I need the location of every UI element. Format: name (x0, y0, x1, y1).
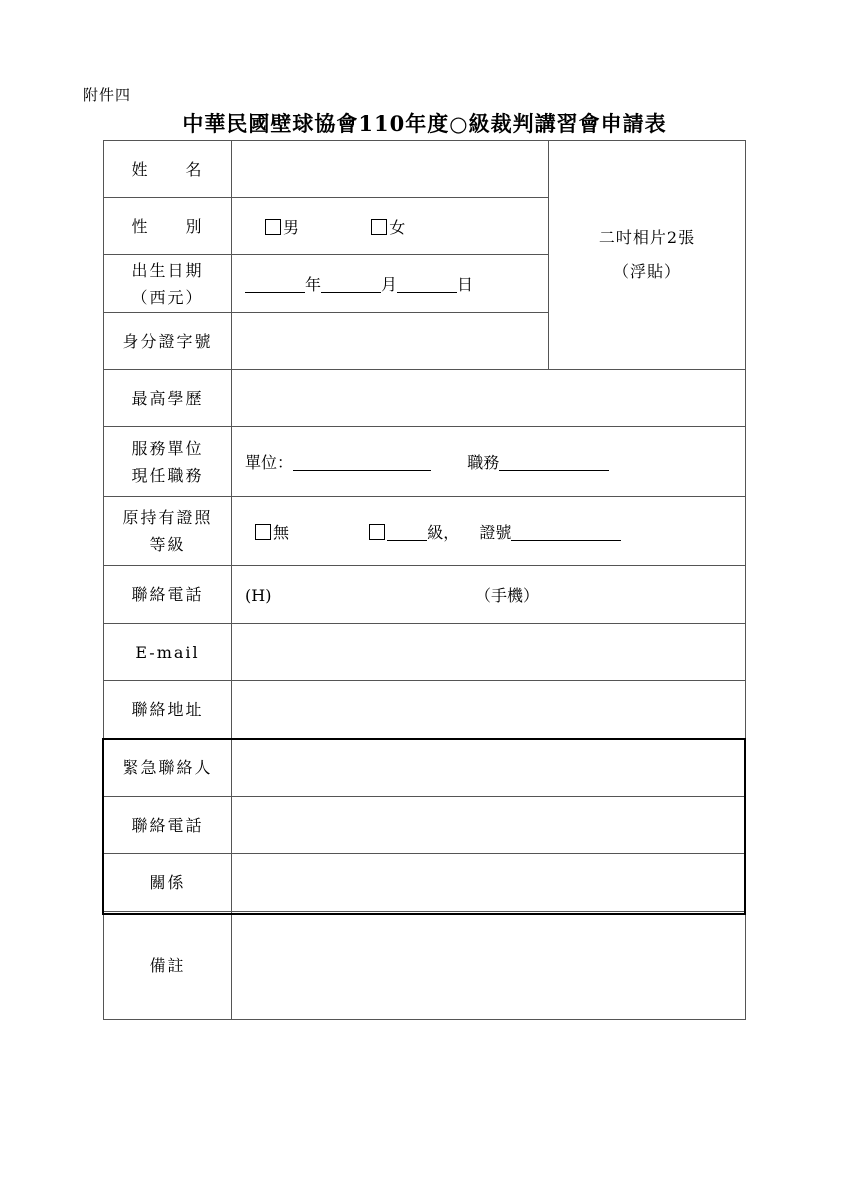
certificate-label-line2: 等級 (149, 535, 186, 554)
row-emergency-contact (104, 739, 746, 797)
remarks-field[interactable] (232, 912, 746, 1020)
name-field[interactable] (232, 141, 549, 198)
row-emergency-phone (104, 797, 746, 854)
education-field[interactable] (232, 370, 746, 427)
female-checkbox[interactable] (371, 219, 387, 235)
gender-field (232, 198, 549, 255)
row-employment (104, 427, 746, 497)
phone-field[interactable] (232, 566, 746, 624)
photo-note: （浮貼） (612, 262, 681, 281)
photo-instruction: 二吋相片2張 (598, 228, 696, 247)
row-certificate (104, 497, 746, 566)
photo-area (549, 141, 746, 370)
phone-label: 聯絡電話 (104, 566, 232, 624)
mobile-phone-label: （手機） (475, 586, 540, 605)
row-phone (104, 566, 746, 624)
male-option-label: 男 (283, 217, 300, 237)
row-relationship (104, 854, 746, 912)
birthdate-field (232, 255, 549, 313)
emergency-phone-field[interactable] (232, 797, 746, 854)
no-certificate-checkbox[interactable] (255, 524, 271, 540)
gender-label: 性 別 (104, 198, 232, 255)
emergency-contact-field[interactable] (232, 739, 746, 797)
education-label: 最高學歷 (104, 370, 232, 427)
row-remarks (104, 912, 746, 1020)
id-number-label: 身分證字號 (104, 313, 232, 370)
certificate-label-line1: 原持有證照 (122, 508, 213, 527)
emergency-phone-label: 聯絡電話 (104, 797, 232, 854)
row-name (104, 141, 746, 198)
id-number-field[interactable] (232, 313, 549, 370)
email-label: E-mail (104, 624, 232, 681)
remarks-label: 備註 (104, 912, 232, 1020)
home-phone-label: (H) (245, 586, 272, 605)
employment-label (104, 427, 232, 497)
row-address (104, 681, 746, 739)
no-certificate-label: 無 (273, 522, 290, 542)
has-certificate-checkbox[interactable] (369, 524, 385, 540)
row-education (104, 370, 746, 427)
birthdate-label-line1: 出生日期 (131, 260, 204, 280)
female-option-label: 女 (389, 217, 406, 237)
attachment-label: 附件四 (83, 86, 132, 104)
position-label: 職務 (467, 453, 500, 472)
unit-label: 單位： (245, 453, 294, 472)
email-field[interactable] (232, 624, 746, 681)
birth-year-blank[interactable] (245, 276, 305, 293)
position-blank[interactable] (499, 454, 609, 471)
unit-blank[interactable] (293, 454, 431, 471)
application-form-table (103, 140, 746, 1020)
year-label: 年 (305, 275, 322, 294)
address-field[interactable] (232, 681, 746, 739)
certificate-number-label: 證號 (479, 522, 512, 542)
certificate-number-blank[interactable] (511, 524, 621, 541)
employment-label-line2: 現任職務 (131, 465, 204, 485)
male-checkbox[interactable] (265, 219, 281, 235)
certificate-level-suffix: 級， (427, 522, 460, 542)
day-label: 日 (457, 275, 474, 294)
name-label: 姓 名 (104, 141, 232, 198)
employment-label-line1: 服務單位 (131, 438, 204, 458)
relationship-label: 關係 (104, 854, 232, 912)
row-email (104, 624, 746, 681)
month-label: 月 (381, 275, 398, 294)
relationship-field[interactable] (232, 854, 746, 912)
birth-month-blank[interactable] (321, 276, 381, 293)
form-title: 中華民國壁球協會110年度○級裁判講習會申請表 (182, 111, 667, 136)
certificate-field (232, 497, 746, 566)
certificate-level-blank[interactable] (387, 524, 427, 541)
birthdate-label (104, 255, 232, 313)
birth-day-blank[interactable] (397, 276, 457, 293)
emergency-contact-label: 緊急聯絡人 (104, 739, 232, 797)
certificate-label (104, 497, 232, 566)
address-label: 聯絡地址 (104, 681, 232, 739)
employment-field (232, 427, 746, 497)
birthdate-label-line2: （西元） (131, 287, 204, 307)
